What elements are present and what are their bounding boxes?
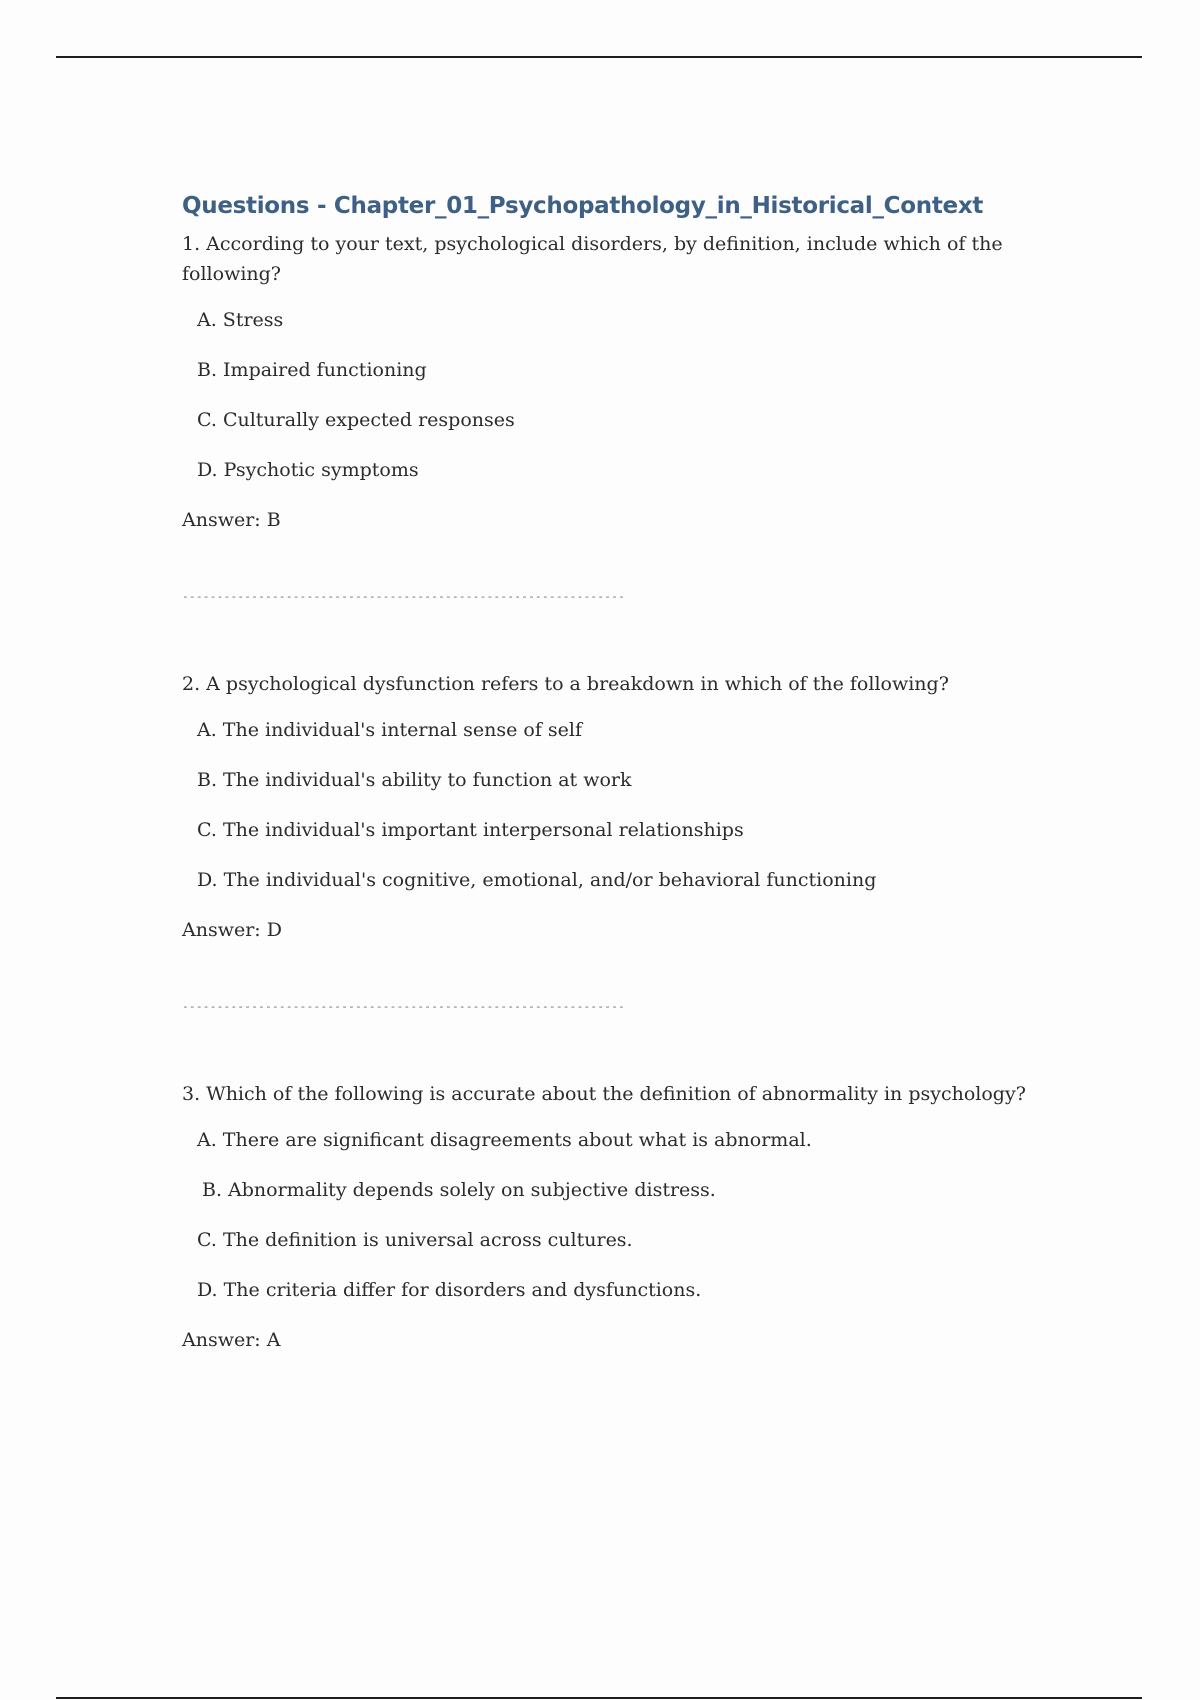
option-a: A. Stress [197, 309, 284, 331]
option-b: B. The individual's ability to function at work [197, 769, 632, 791]
question-3 [182, 1079, 1062, 1355]
question-divider [182, 590, 1062, 604]
option-d: D. The individual's cognitive, emotional, and/or behavioral functioning [197, 869, 877, 891]
divider-line: ---------------------------------------------------------------- [182, 590, 626, 603]
answer-key: Answer: B [182, 509, 281, 531]
answer-key: Answer: A [182, 1329, 281, 1351]
question-stem: 3. Which of the following is accurate about the definition of abnormality in psychology? [182, 1083, 1026, 1105]
question-1 [182, 229, 1062, 535]
option-c: C. The individual's important interpersonal relationships [197, 819, 744, 841]
divider-line: ---------------------------------------------------------------- [182, 1000, 626, 1013]
document-title: Questions - Chapter_01_Psychopathology_in_Historical_Context [182, 193, 984, 219]
option-a: A. The individual's internal sense of self [197, 719, 583, 741]
option-a: A. There are significant disagreements about what is abnormal. [197, 1129, 812, 1151]
footer-rule [56, 1697, 1142, 1699]
question-stem: 2. A psychological dysfunction refers to a breakdown in which of the following? [182, 673, 949, 695]
question-divider [182, 1000, 1062, 1014]
option-b: B. Abnormality depends solely on subjective distress. [202, 1179, 716, 1201]
question-2 [182, 669, 1062, 945]
answer-key: Answer: D [182, 919, 282, 941]
option-c: C. The definition is universal across cultures. [197, 1229, 633, 1251]
option-d: D. Psychotic symptoms [197, 459, 419, 481]
option-d: D. The criteria differ for disorders and dysfunctions. [197, 1279, 702, 1301]
document-body [182, 193, 1062, 1355]
option-b: B. Impaired functioning [197, 359, 427, 381]
question-stem: 1. According to your text, psychological disorders, by definition, include which of the following? [182, 233, 1003, 285]
header-rule [56, 56, 1142, 58]
option-c: C. Culturally expected responses [197, 409, 515, 431]
